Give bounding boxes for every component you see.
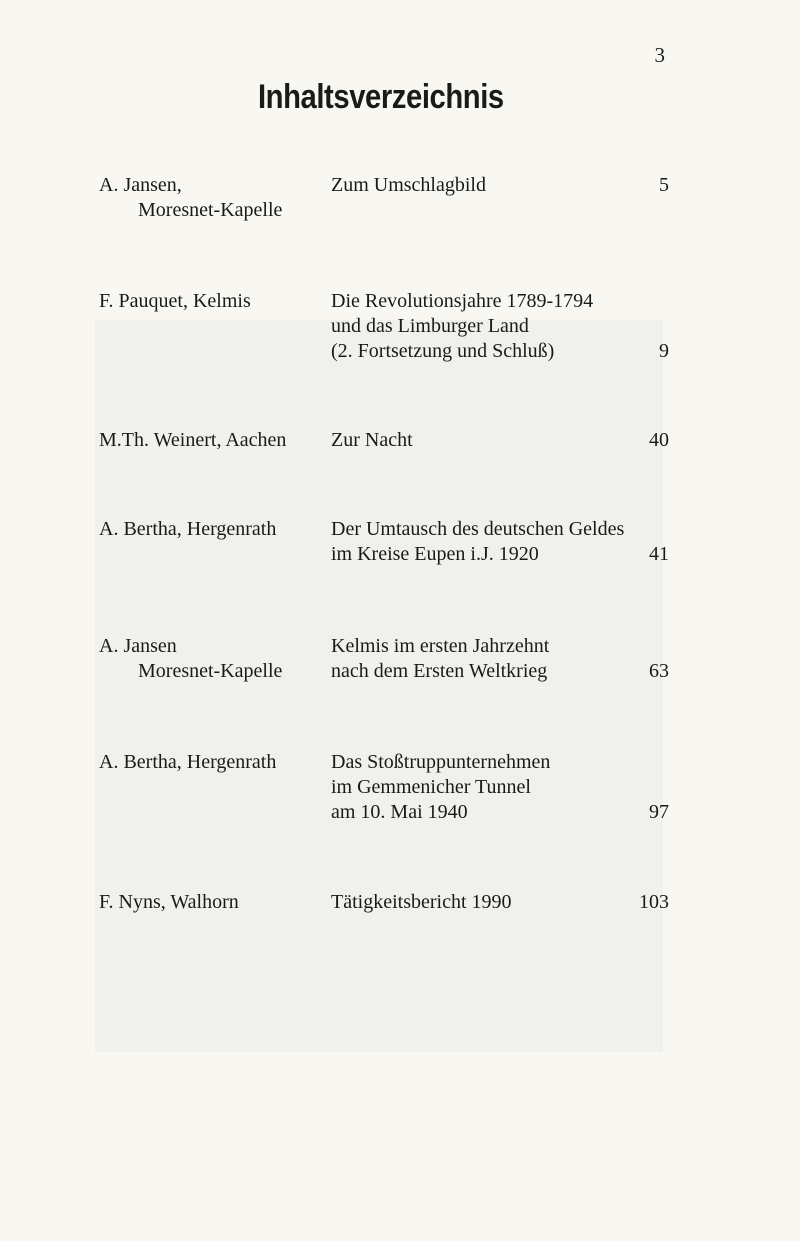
- toc-author-line: A. Bertha, Hergenrath: [99, 751, 277, 773]
- page-number: 3: [654, 43, 665, 67]
- toc-title-line: Zum Umschlagbild: [331, 174, 486, 196]
- toc-author-line: A. Jansen,: [99, 174, 182, 196]
- toc-author: [99, 890, 324, 915]
- toc-author-line: Moresnet-Kapelle: [138, 199, 283, 221]
- toc-title-line: nach dem Ersten Weltkrieg: [331, 660, 548, 682]
- toc-author: [99, 173, 324, 223]
- toc-page-ref: 40: [649, 429, 669, 451]
- toc-author-line: F. Nyns, Walhorn: [99, 891, 239, 913]
- toc-author: [99, 428, 324, 453]
- toc-page-ref: 97: [649, 801, 669, 823]
- toc-title-line: Der Umtausch des deutschen Geldes: [331, 518, 625, 540]
- toc-author-line: F. Pauquet, Kelmis: [99, 290, 251, 312]
- toc-author-line: A. Jansen: [99, 635, 177, 657]
- toc-author: [99, 289, 324, 314]
- toc-title-line: und das Limburger Land: [331, 315, 529, 337]
- toc-author-line: Moresnet-Kapelle: [138, 660, 283, 682]
- toc-page-ref: 9: [659, 340, 669, 362]
- toc-title-line: Die Revolutionsjahre 1789-1794: [331, 290, 594, 312]
- toc-author-line: A. Bertha, Hergenrath: [99, 518, 277, 540]
- toc-title-line: (2. Fortsetzung und Schluß): [331, 340, 555, 362]
- toc-title-line: im Kreise Eupen i.J. 1920: [331, 543, 539, 565]
- toc-title-line: am 10. Mai 1940: [331, 801, 468, 823]
- toc-title-line: Das Stoßtruppunternehmen: [331, 751, 551, 773]
- toc-title-line: im Gemmenicher Tunnel: [331, 776, 531, 798]
- toc-title-line: Kelmis im ersten Jahrzehnt: [331, 635, 550, 657]
- toc-title-line: Zur Nacht: [331, 429, 413, 451]
- toc-author-line: M.Th. Weinert, Aachen: [99, 429, 287, 451]
- toc-author: [99, 634, 324, 684]
- toc-page-ref: 103: [639, 891, 669, 913]
- toc-author: [99, 517, 324, 542]
- toc-page-ref: 41: [649, 543, 669, 565]
- toc-page-ref: 5: [659, 174, 669, 196]
- toc-author: [99, 750, 324, 775]
- toc-page-ref: 63: [649, 660, 669, 682]
- page-title: Inhaltsverzeichnis: [257, 78, 504, 116]
- toc-title-line: Tätigkeitsbericht 1990: [331, 891, 512, 913]
